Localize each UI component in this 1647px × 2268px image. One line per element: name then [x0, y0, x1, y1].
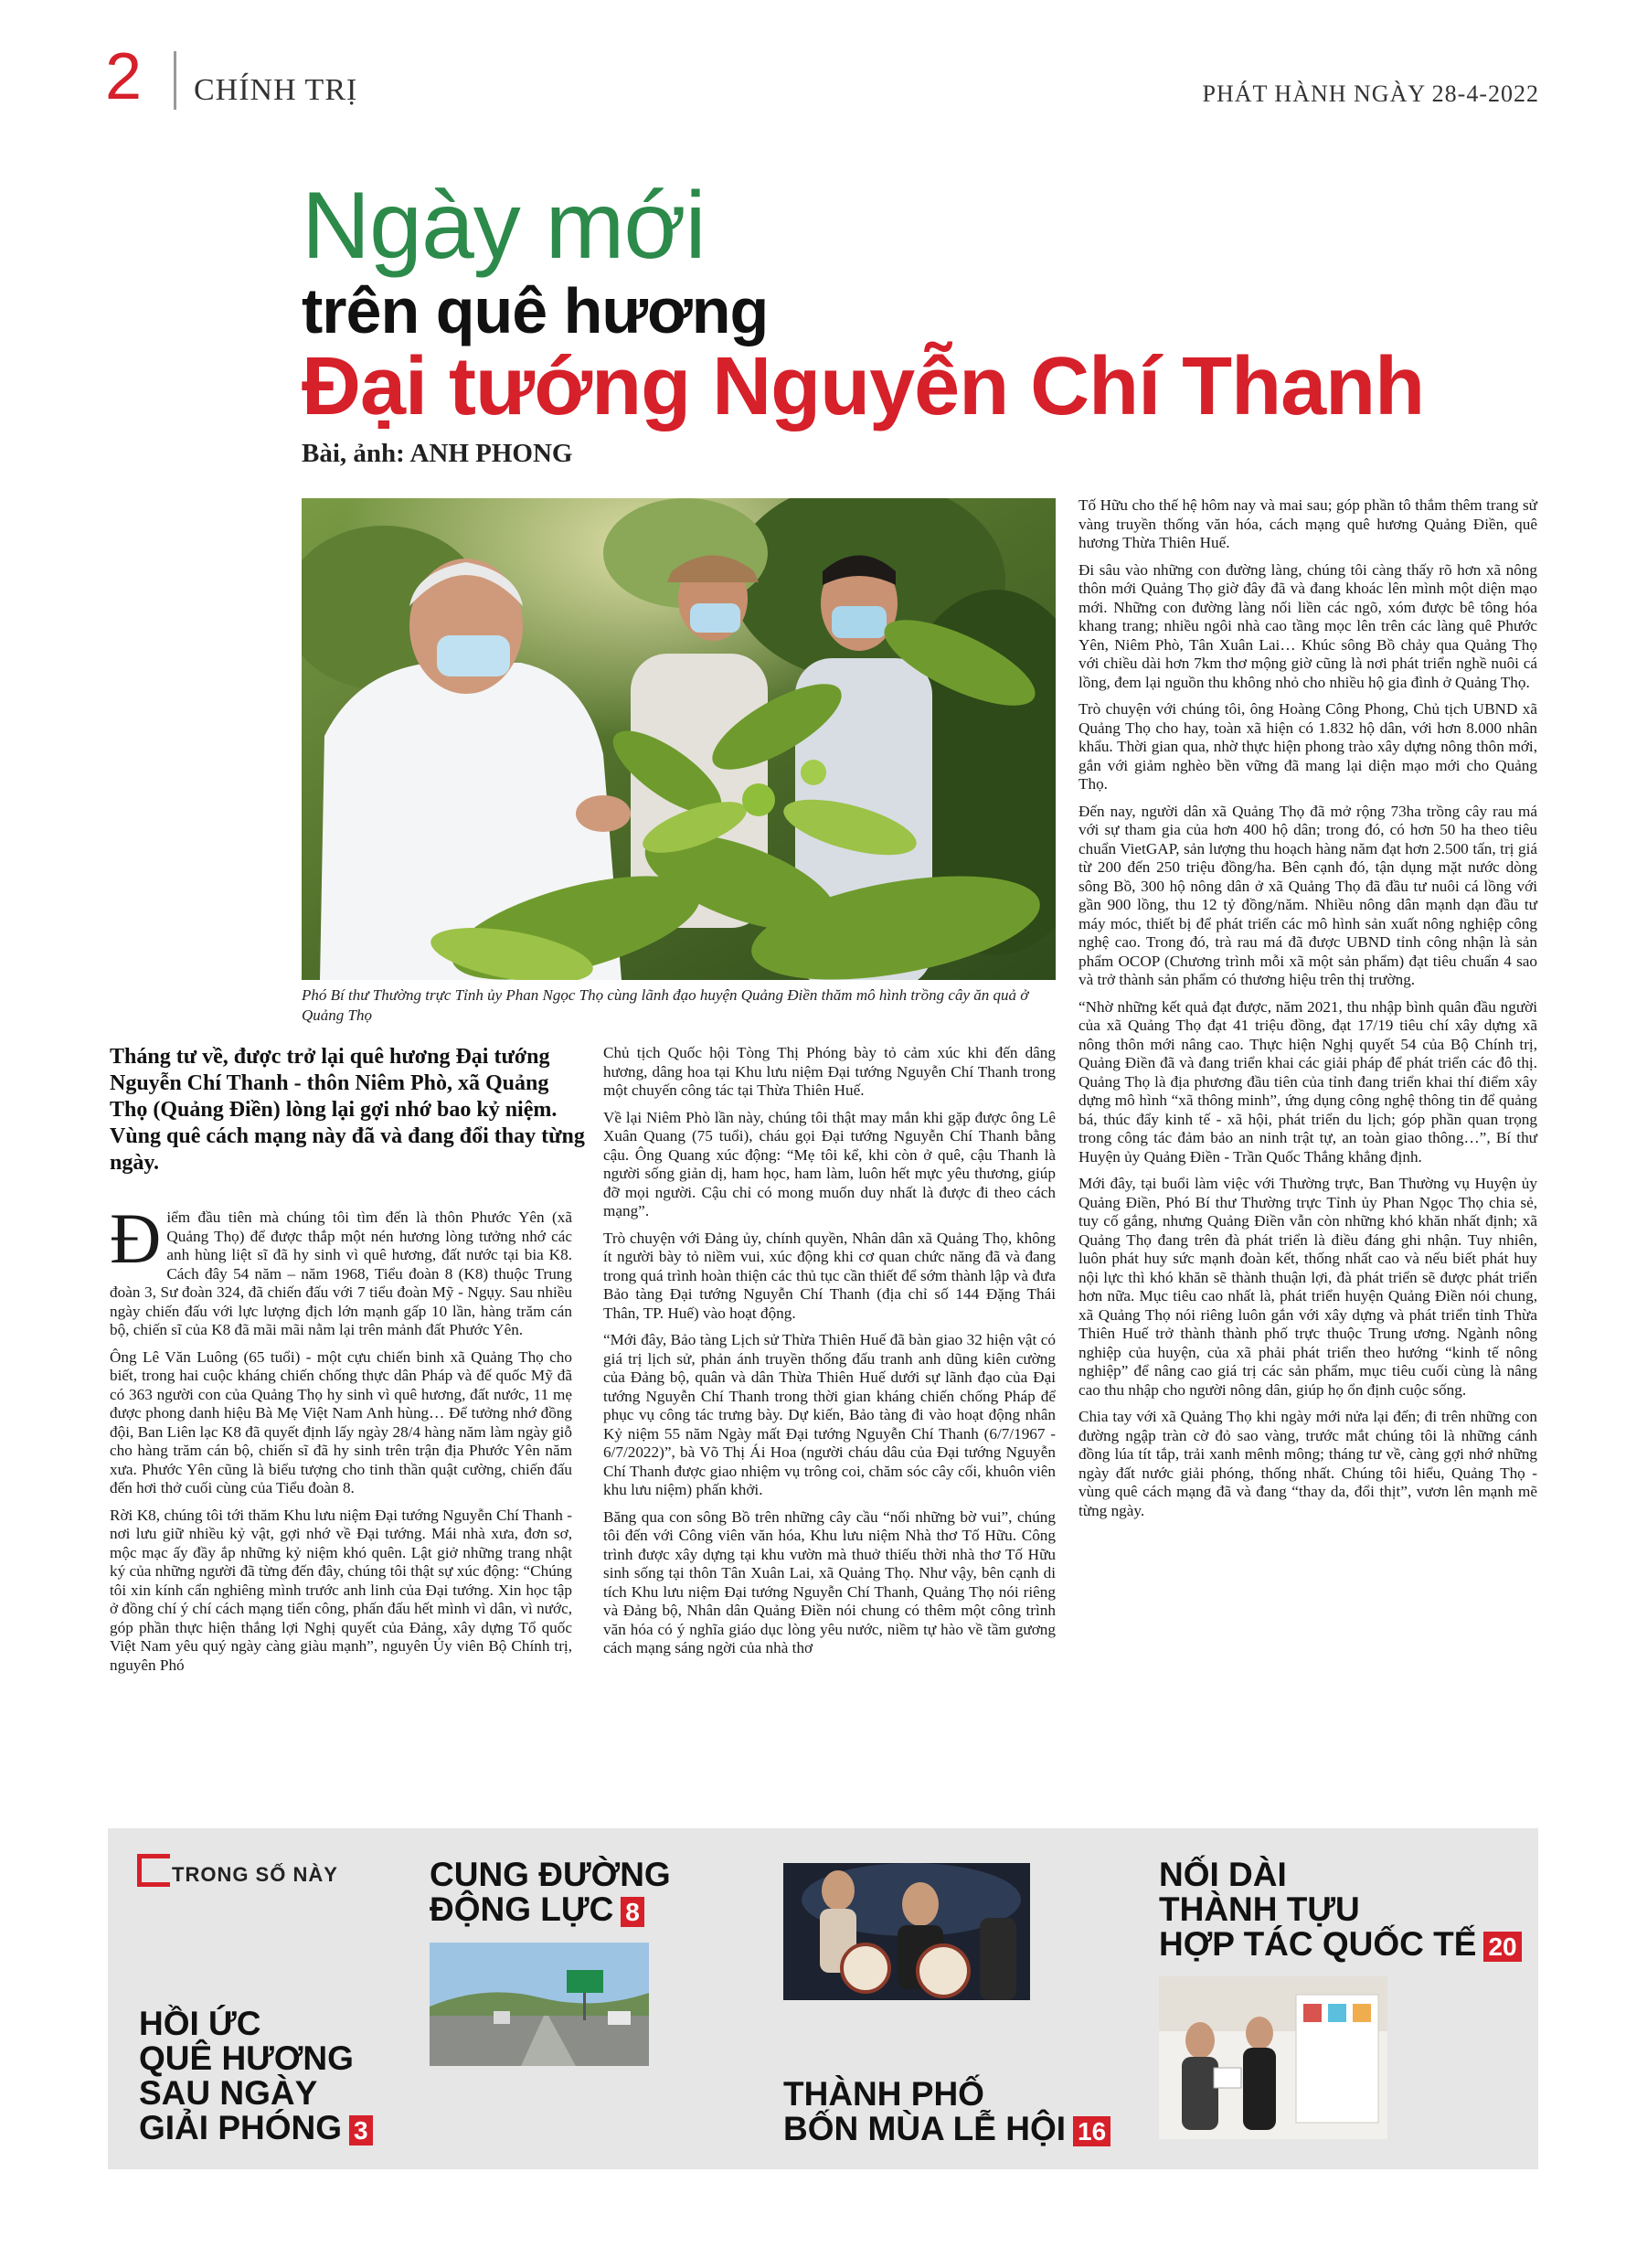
page-ref: 20: [1483, 1932, 1521, 1962]
header-divider: [174, 51, 176, 110]
headline-line-1: Ngày mới: [302, 173, 706, 279]
body-column-1: [110, 1198, 572, 1683]
drop-cap: Đ: [110, 1198, 162, 1278]
body-column-2: [603, 1044, 1056, 1666]
page-number: 2: [105, 40, 143, 113]
body-paragraph: Điểm đầu tiên mà chúng tôi tìm đến là thôn Phước Yên (xã Quảng Thọ) để được thắp một nén hương lòng tưởng nhớ các anh hùng liệt sĩ đã hy sinh vì quê hương, đất nước tại bia K8. Cách đây 54 năm – năm 1968, Tiểu đoàn 8 (K8) thuộc Trung đoàn 3, Sư đoàn 324, đã chiến đấu với 7 tiểu đoàn Mỹ - Ngụy. Sau nhiều ngày chiến đấu với lực lượng địch lớn mạnh gấp 10 lần, hàng trăm cán bộ, chiến sĩ của K8 đã mãi mãi nằm lại trên mảnh đất Phước Yên.: [110, 1198, 572, 1338]
teaser-thumbnail-festival: [783, 1863, 1030, 2000]
body-paragraph: Đến nay, người dân xã Quảng Thọ đã mở rộng 73ha trồng cây rau má với sự tham gia của hơn 400 hộ dân; trong đó, có hơn 50 ha theo tiêu chuẩn VietGAP, sản lượng thu hoạch hàng năm đạt hơn 2.500 tấn, trị giá từ 200 đến 250 triệu đồng/ha. Bên cạnh đó, tận dụng mặt nước dòng sông Bồ, 300 hộ nông dân ở xã Quảng Thọ đã đầu tư nuôi cá lồng với gần 900 lồng, thu 12 tỷ đồng/năm. Nhiều nông dân mạnh dạn đầu tư máy móc, thiết bị để phát triển các mô hình sản xuất nông nghiệp công nghệ cao. Trong đó, trà rau má đã được UBND tỉnh công nhận là sản phẩm OCOP (Chương trình mỗi xã một sản phẩm) đạt tiêu chuẩn 4 sao và trở thành sản phẩm có thương hiệu trên thị trường.: [1079, 802, 1537, 988]
teaser-page-16[interactable]: THÀNH PHỐ BỐN MÙA LỄ HỘI 16: [783, 2077, 1110, 2146]
body-paragraph: Chủ tịch Quốc hội Tòng Thị Phóng bày tỏ cảm xúc khi đến dâng hương, dâng hoa tại Khu lưu niệm Đại tướng Nguyễn Chí Thanh trong một chuyến công tác tại Thừa Thiên Huế.: [603, 1044, 1056, 1099]
teaser-page-3[interactable]: HỒI ỨC QUÊ HƯƠNG SAU NGÀY GIẢI PHÓNG 3: [139, 2007, 373, 2146]
teaser-page-20[interactable]: NỐI DÀI THÀNH TỰU HỢP TÁC QUỐC TẾ 20: [1159, 1858, 1522, 1962]
teaser-page-8[interactable]: CUNG ĐƯỜNG ĐỘNG LỰC 8: [430, 1856, 671, 1928]
main-photo: [302, 498, 1056, 980]
in-this-issue-label: TRONG SỐ NÀY: [172, 1863, 338, 1886]
body-paragraph: Tố Hữu cho thế hệ hôm nay và mai sau; góp phần tô thắm thêm trang sử vàng truyền thống văn hóa, cách mạng quê hương Quảng Điền, quê hương Thừa Thiên Huế.: [1079, 496, 1537, 551]
article-lead: Tháng tư về, được trở lại quê hương Đại tướng Nguyễn Chí Thanh - thôn Niêm Phò, xã Quảng Thọ (Quảng Điền) lòng lại gợi nhớ bao kỷ niệm. Vùng quê cách mạng này đã và đang đổi thay từng ngày.: [110, 1045, 585, 1175]
body-paragraph: Chia tay với xã Quảng Thọ khi ngày mới nửa lại đến; đi trên những con đường ngập tràn cờ đỏ sao vàng, trước mắt chúng tôi là những cánh đồng lúa tít tắp, trải xanh mênh mông; tháng tư về, càng gợi nhớ những ngày đất nước giải phóng, thống nhất. Chúng tôi hiểu, Quảng Thọ - vùng quê cách mạng đã và đang “thay da, đổi thịt”, vươn lên mạnh mẽ từng ngày.: [1079, 1408, 1537, 1519]
page-ref: 8: [621, 1897, 644, 1927]
bracket-icon: [137, 1854, 170, 1887]
headline-line-3: Đại tướng Nguyễn Chí Thanh: [302, 341, 1425, 432]
body-paragraph: Rời K8, chúng tôi tới thăm Khu lưu niệm Đại tướng Nguyễn Chí Thanh - nơi lưu giữ nhiều kỷ vật, gợi nhớ về Đại tướng. Mái nhà xưa, đơn sơ, mộc mạc ấy đầy ắp những kỷ niệm khó quên. Lật giở những trang nhật ký của những người đã từng đến đây, chúng tôi thật sự xúc động: “Chúng tôi xin kính cẩn nghiêng mình trước anh linh của Đại tướng. Xin học tập ở đồng chí ý chí cách mạng tiến công, phấn đấu hết mình vì dân, vì nước, góp phần thực hiện thắng lợi Nghị quyết của Đảng, xây dựng Tổ quốc Việt Nam yêu quý ngày càng giàu mạnh”, nguyên Ủy viên Bộ Chính trị, nguyên Phó: [110, 1506, 572, 1674]
teaser-thumbnail-road: [430, 1943, 649, 2066]
body-paragraph: Đi sâu vào những con đường làng, chúng tôi càng thấy rõ hơn xã nông thôn mới Quảng Thọ giờ đây đã và đang khoác lên mình một diện mạo mới. Những con đường làng nối liền các ngõ, xóm được bê tông hóa khang trang; nhiều ngôi nhà cao tầng mọc lên trên các làng quê Phước Yên, Niêm Phò, Tân Xuân Lai… Khúc sông Bồ chảy qua Quảng Thọ với chiều dài hơn 7km thơ mộng giờ cũng là nơi phát triển nghề nuôi cá lồng, đem lại nguồn thu không nhỏ cho nhiều hộ gia đình ở Quảng Thọ.: [1079, 560, 1537, 691]
body-paragraph: “Nhờ những kết quả đạt được, năm 2021, thu nhập bình quân đầu người của xã Quảng Thọ đạt 41 triệu đồng, đạt 17/19 tiêu chí xây dựng xã nông thôn mới nâng cao. Thực hiện Nghị quyết 54 của Bộ Chính trị, Quảng Điền đã và đang triển khai các giải pháp để phát triển các đô thị. Quảng Thọ là địa phương đầu tiên của tỉnh đang triển khai thí điểm xây dựng mô hình “xã thông minh”, ứng dụng công nghệ thông tin để quảng bá, thúc đẩy kinh tế - xã hội, phát triển du lịch; góp phần quan trọng trong công tác đảm bảo an ninh trật tự, an toàn giao thông…”, Bí thư Huyện ủy Quảng Điền - Trần Quốc Thắng khẳng định.: [1079, 997, 1537, 1166]
body-paragraph: Mới đây, tại buổi làm việc với Thường trực, Ban Thường vụ Huyện ủy Quảng Điền, Phó Bí thư Thường trực Tỉnh ủy Phan Ngọc Thọ chia sẻ, tuy cố gắng, nhưng Quảng Điền vẫn còn những khó khăn nhất định; xã Quảng Thọ đang trên đà phát triển là điều đáng ghi nhận. Tuy nhiên, luôn phát huy sức mạnh đoàn kết, thống nhất cao và nếu biết phát huy nội lực thì khó khăn sẽ thành thuận lợi, đà phát triển sẽ được phát triển hơn nữa. Mục tiêu cao nhất là, phát triển huyện Quảng Điền nói chung, xã Quảng Thọ nói riêng luôn gắn với xây dựng và phát triển tỉnh Thừa Thiên Huế trở thành thành phố trực thuộc Trung ương. Ngành nông nghiệp của huyện, của xã phải phát triển theo hướng “kinh tế nông nghiệp” để nâng cao giá trị các sản phẩm, mục tiêu cuối cùng là nâng cao thu nhập cho người nông dân, giúp họ ổn định cuộc sống.: [1079, 1175, 1537, 1399]
byline: Bài, ảnh: ANH PHONG: [302, 439, 573, 468]
page-ref: 16: [1073, 2116, 1110, 2146]
body-column-3: [1079, 496, 1537, 1528]
teaser-thumbnail-cooperation: [1159, 1976, 1387, 2139]
body-paragraph: “Mới đây, Bảo tàng Lịch sử Thừa Thiên Huế đã bàn giao 32 hiện vật có giá trị lịch sử, phản ánh truyền thống đấu tranh anh dũng kiên cường của Đảng bộ, quân và dân Thừa Thiên Huế dưới sự lãnh đạo của Đại tướng Nguyễn Chí Thanh trong thời gian kháng chiến chống Pháp để phục vụ công tác trưng bày. Dự kiến, Bảo tàng đi vào hoạt động nhân Kỷ niệm 55 năm Ngày mất Đại tướng Nguyễn Chí Thanh (6/7/1967 - 6/7/2022)”, bà Võ Thị Ái Hoa (người cháu dâu của Đại tướng Nguyễn Chí Thanh được giao nhiệm vụ trông coi, chăm sóc cây cối, khuôn viên khu lưu niệm) phấn khởi.: [603, 1331, 1056, 1498]
headline-line-2: trên quê hương: [302, 275, 769, 346]
body-paragraph: Ông Lê Văn Luông (65 tuổi) - một cựu chiến binh xã Quảng Thọ cho biết, trong hai cuộc kháng chiến chống thực dân Pháp và đế quốc Mỹ đã có 363 người con của Quảng Thọ hy sinh vì quê hương, đất nước, 11 mẹ được phong danh hiệu Bà Mẹ Việt Nam Anh hùng… Để tưởng nhớ đồng đội, Ban Liên lạc K8 đã quyết định lấy ngày 28/4 hàng năm làm ngày giỗ cho hàng trăm cán bộ, chiến sĩ đã hy sinh trên trận địa Phước Yên năm xưa. Phước Yên cũng là biểu tượng cho tinh thần quật cường, chiến đấu đến hơi thở cuối cùng của Tiểu đoàn 8.: [110, 1347, 572, 1496]
body-paragraph: Băng qua con sông Bồ trên những cây cầu “nối những bờ vui”, chúng tôi đến với Công viên văn hóa, Khu lưu niệm Nhà thơ Tố Hữu. Công trình được xây dựng tại khu vườn mà thuở thiếu thời nhà thơ Tố Hữu sinh sống tại thôn Tân Xuân Lai, xã Quảng Thọ. Như vậy, bên cạnh di tích Khu lưu niệm Đại tướng Nguyễn Chí Thanh, Quảng Thọ nói riêng và Đảng bộ, Nhân dân Quảng Điền nói chung có thêm một công trình văn hóa có ý nghĩa giáo dục lòng yêu nước, niềm tự hào về tầm gương cách mạng sáng ngời của nhà thơ: [603, 1507, 1056, 1656]
body-paragraph: Trò chuyện với Đảng ủy, chính quyền, Nhân dân xã Quảng Thọ, không ít người bày tỏ niềm vui, xúc động khi cơ quan chức năng đã và đang trong quá trình hoàn thiện các thủ tục cần thiết để sớm thành lập và đưa Bảo tàng Đại tướng Nguyễn Chí Thanh (địa chỉ số 144 Đặng Thái Thân, TP. Huế) vào hoạt động.: [603, 1229, 1056, 1322]
body-paragraph: Trò chuyện với chúng tôi, ông Hoàng Công Phong, Chủ tịch UBND xã Quảng Thọ cho hay, toàn xã hiện có 1.832 hộ dân, với hơn 8.000 nhân khẩu. Thời gian qua, nhờ thực hiện phong trào xây dựng nông thôn mới, gắn với giảm nghèo bền vững đã mang lại diện mạo mới cho Quảng Thọ.: [1079, 700, 1537, 793]
page-ref: 3: [349, 2115, 373, 2146]
issue-date: PHÁT HÀNH NGÀY 28-4-2022: [1202, 80, 1539, 107]
body-paragraph: Về lại Niêm Phò lần này, chúng tôi thật may mắn khi gặp được ông Lê Xuân Quang (75 tuổi), cháu gọi Đại tướng Nguyễn Chí Thanh bằng cậu. Ông Quang xúc động: “Mẹ tôi kể, khi còn ở quê, cậu Thanh là người sống giản dị, ham học, ham làm, luôn hết mực yêu thương, giúp đỡ mọi người. Cậu chỉ có mong muốn duy nhất là được đi theo cách mạng”.: [603, 1108, 1056, 1219]
photo-caption: Phó Bí thư Thường trực Tỉnh ủy Phan Ngọc Thọ cùng lãnh đạo huyện Quảng Điền thăm mô hình trồng cây ăn quả ở Quảng Thọ: [302, 986, 1029, 1024]
section-name: CHÍNH TRỊ: [194, 73, 358, 107]
